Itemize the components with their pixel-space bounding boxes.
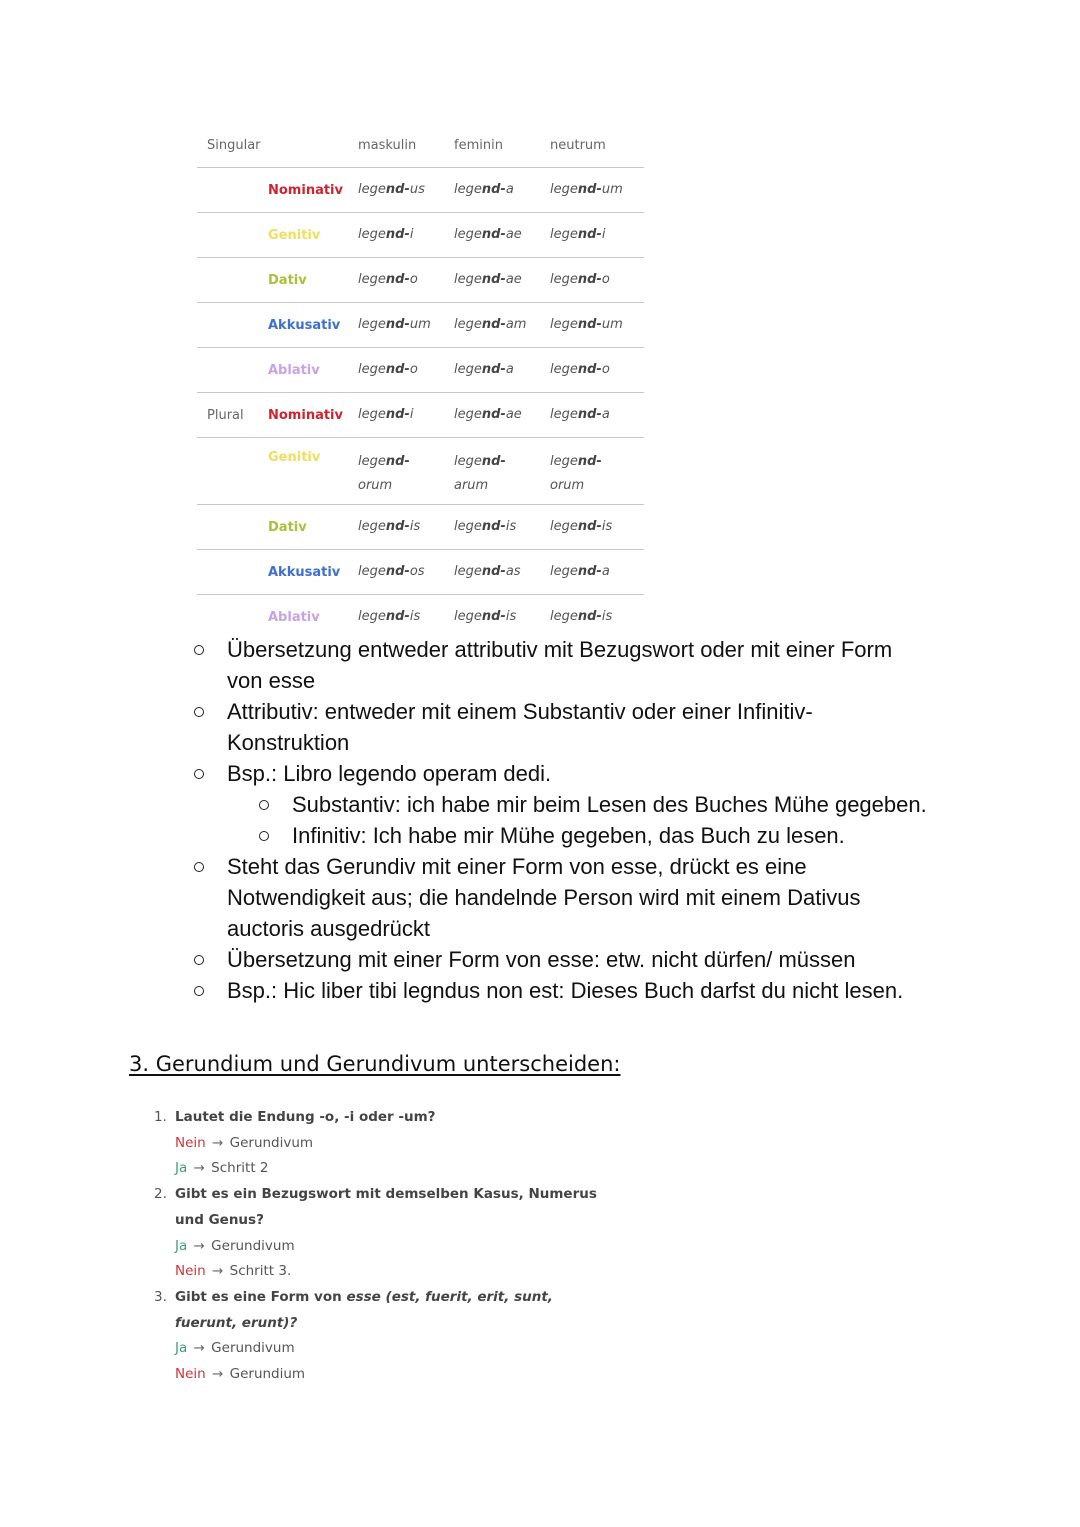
table-row: [197, 348, 644, 393]
bullet-line: Infinitiv: Ich habe mir Mühe gegeben, das Buch zu lesen.: [292, 823, 845, 848]
form-cell-neut: legend-is: [550, 519, 613, 534]
form-cell-fem: legend-ae: [454, 407, 522, 422]
case-label: Nominativ: [268, 407, 343, 423]
form-cell-neut: legend-a: [550, 564, 610, 579]
case-label: Nominativ: [268, 182, 343, 198]
step-question: Lautet die Endung -o, -i oder -um?: [175, 1109, 436, 1125]
case-label: Ablativ: [268, 362, 320, 378]
circle-bullet-icon: [259, 831, 269, 841]
bullet-line: von esse: [227, 668, 316, 693]
form-cell-masc: legend- orum: [358, 454, 410, 493]
answer-result: Schritt 2: [211, 1160, 269, 1177]
case-label: Dativ: [268, 519, 307, 535]
form-cell-fem: legend-ae: [454, 272, 522, 287]
circle-bullet-icon: [194, 986, 204, 996]
table-row: [197, 258, 644, 303]
answer-result: Gerundium: [229, 1366, 306, 1383]
form-cell-masc: legend-is: [358, 609, 421, 624]
case-label: Genitiv: [268, 450, 321, 465]
bullet-item: [190, 696, 970, 758]
step-number: 2.: [154, 1186, 167, 1203]
form-cell-fem: legend-is: [454, 519, 517, 534]
answer-label-ja: Ja: [175, 1340, 188, 1357]
form-cell-neut: legend-o: [550, 272, 610, 287]
arrow-right-icon: →: [207, 1263, 228, 1280]
header-feminine: feminin: [454, 138, 503, 153]
form-cell-neut: legend- orum: [550, 454, 602, 493]
table-header-row: [197, 124, 644, 168]
step-item: [154, 1285, 614, 1388]
table-row: [197, 595, 644, 639]
circle-bullet-icon: [194, 862, 204, 872]
bullet-line: Bsp.: Libro legendo operam dedi.: [227, 761, 552, 786]
arrow-right-icon: →: [189, 1340, 210, 1357]
case-label: Akkusativ: [268, 564, 341, 580]
bullet-line: Attributiv: entweder mit einem Substantiv oder einer Infinitiv-: [227, 699, 813, 724]
step-item: [154, 1105, 614, 1182]
circle-bullet-icon: [194, 769, 204, 779]
step-question: Gibt es eine Form von esse (est, fuerit, erit, sunt, fuerunt, erunt)?: [175, 1288, 553, 1331]
bullet-line: Substantiv: ich habe mir beim Lesen des Buches Mühe gegeben.: [292, 792, 927, 817]
step-number: 3.: [154, 1288, 167, 1305]
answer-label-ja: Ja: [175, 1160, 188, 1177]
bullet-item: [255, 789, 970, 820]
bullet-item: [190, 975, 970, 1006]
notes-bullet-list: [190, 634, 970, 1006]
section-heading: 3. Gerundium und Gerundivum unterscheiden:: [129, 1052, 621, 1076]
form-cell-masc: legend-is: [358, 519, 421, 534]
arrow-right-icon: →: [189, 1237, 210, 1254]
form-cell-masc: legend-um: [358, 317, 431, 332]
table-row: [197, 438, 644, 505]
form-cell-fem: legend-am: [454, 317, 527, 332]
form-cell-neut: legend-um: [550, 317, 623, 332]
answer-result: Gerundivum: [229, 1134, 314, 1151]
step-answer: [175, 1234, 614, 1260]
form-cell-fem: legend-a: [454, 362, 514, 377]
form-cell-neut: legend-is: [550, 609, 613, 624]
step-answer: [175, 1336, 614, 1362]
bullet-item: [190, 758, 970, 789]
bullet-item: [190, 634, 970, 696]
bullet-item: [255, 820, 970, 851]
step-answer: [175, 1131, 614, 1157]
case-label: Dativ: [268, 272, 307, 288]
arrow-right-icon: →: [207, 1134, 228, 1151]
form-cell-masc: legend-i: [358, 227, 414, 242]
answer-label-ja: Ja: [175, 1237, 188, 1254]
header-masculine: maskulin: [358, 138, 417, 153]
bullet-line: auctoris ausgedrückt: [227, 916, 430, 941]
form-cell-masc: legend-o: [358, 362, 418, 377]
form-cell-masc: legend-us: [358, 182, 425, 197]
circle-bullet-icon: [259, 800, 269, 810]
step-item: [154, 1182, 614, 1285]
step-answer: [175, 1259, 614, 1285]
bullet-line: Notwendigkeit aus; die handelnde Person wird mit einem Dativus: [227, 885, 861, 910]
form-cell-masc: legend-o: [358, 272, 418, 287]
table-row: [197, 213, 644, 258]
bullet-item: [190, 944, 970, 975]
table-row: [197, 393, 644, 438]
answer-label-nein: Nein: [175, 1263, 206, 1280]
form-cell-neut: legend-i: [550, 227, 606, 242]
form-cell-masc: legend-i: [358, 407, 414, 422]
header-number: Singular: [207, 138, 261, 153]
decision-steps-list: [154, 1105, 614, 1388]
bullet-line: Bsp.: Hic liber tibi legndus non est: Dieses Buch darfst du nicht lesen.: [227, 978, 904, 1003]
form-cell-neut: legend-o: [550, 362, 610, 377]
bullet-line: Übersetzung entweder attributiv mit Bezugswort oder mit einer Form: [227, 637, 893, 662]
answer-result: Gerundivum: [211, 1340, 295, 1357]
arrow-right-icon: →: [189, 1160, 210, 1177]
form-cell-neut: legend-um: [550, 182, 623, 197]
table-row: [197, 550, 644, 595]
form-cell-fem: legend- arum: [454, 454, 506, 493]
form-cell-fem: legend-is: [454, 609, 517, 624]
form-cell-fem: legend-as: [454, 564, 521, 579]
form-cell-neut: legend-a: [550, 407, 610, 422]
step-number: 1.: [154, 1109, 167, 1125]
bullet-line: Konstruktion: [227, 730, 350, 755]
arrow-right-icon: →: [207, 1366, 228, 1383]
form-cell-fem: legend-a: [454, 182, 514, 197]
circle-bullet-icon: [194, 955, 204, 965]
bullet-line: Übersetzung mit einer Form von esse: etw. nicht dürfen/ müssen: [227, 947, 856, 972]
answer-result: Gerundivum: [211, 1237, 295, 1254]
case-label: Ablativ: [268, 609, 320, 625]
bullet-line: Steht das Gerundiv mit einer Form von esse, drückt es eine: [227, 854, 807, 879]
circle-bullet-icon: [194, 707, 204, 717]
table-body: [197, 168, 644, 639]
case-label: Akkusativ: [268, 317, 341, 333]
bullet-item: [190, 851, 970, 944]
declension-table: [197, 124, 644, 639]
answer-label-nein: Nein: [175, 1134, 206, 1151]
table-row: [197, 303, 644, 348]
number-cell: Plural: [207, 407, 244, 423]
form-cell-fem: legend-ae: [454, 227, 522, 242]
circle-bullet-icon: [194, 645, 204, 655]
header-neuter: neutrum: [550, 138, 606, 153]
case-label: Genitiv: [268, 227, 321, 243]
table-row: [197, 168, 644, 213]
answer-label-nein: Nein: [175, 1366, 206, 1383]
step-question: Gibt es ein Bezugswort mit demselben Kasus, Numerus und Genus?: [175, 1186, 597, 1228]
table-row: [197, 505, 644, 550]
step-answer: [175, 1362, 614, 1388]
step-answer: [175, 1156, 614, 1182]
answer-result: Schritt 3.: [229, 1263, 292, 1280]
form-cell-masc: legend-os: [358, 564, 425, 579]
